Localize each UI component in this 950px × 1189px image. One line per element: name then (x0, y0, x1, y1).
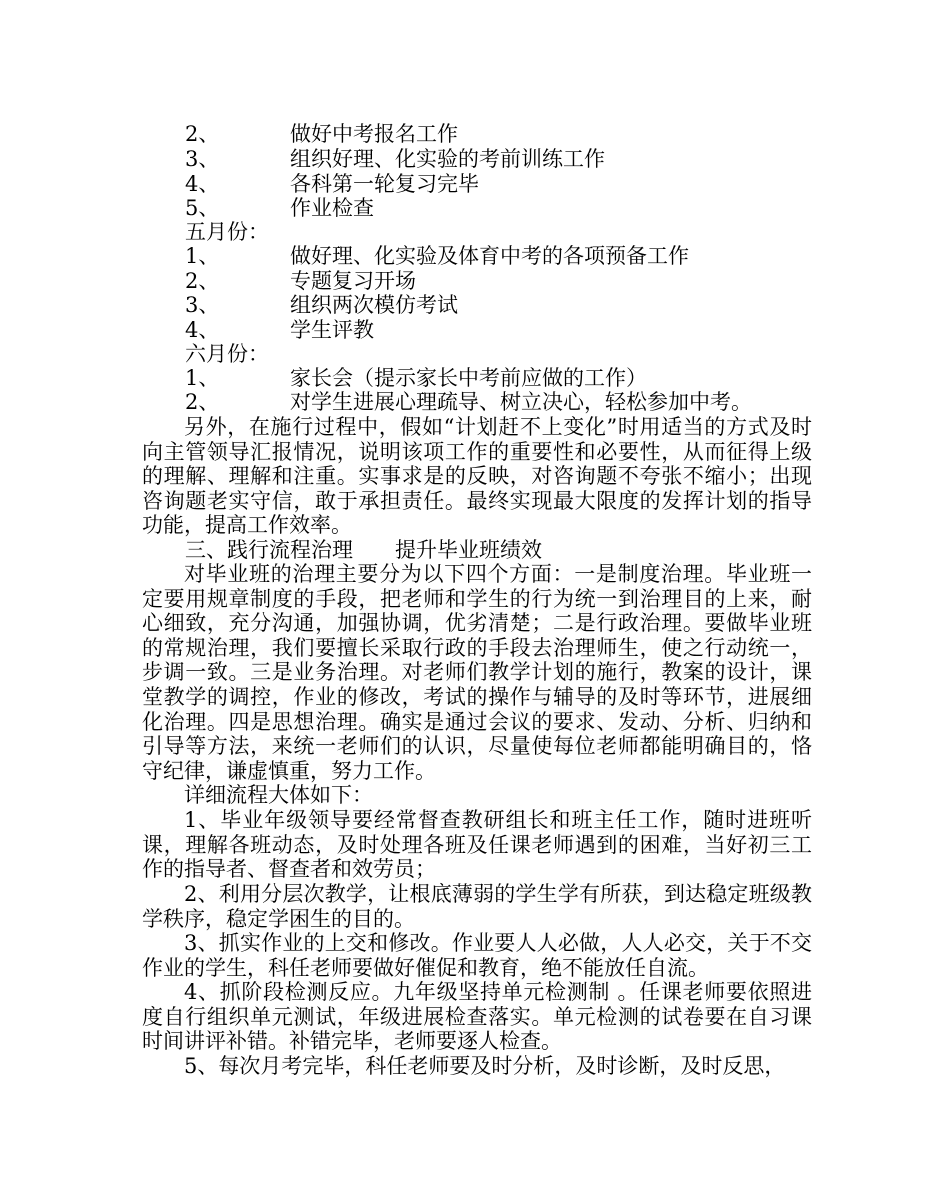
item-number: 3、 (185, 147, 220, 171)
section-heading: 三、践行流程治理 提升毕业班绩效 (185, 538, 542, 562)
item-text: 组织好理、化实验的考前训练工作 (290, 147, 605, 171)
process-step: 1、毕业年级领导要经常督查教研组长和班主任工作，随时进班听课，理解各班动态，及时处理各班及任课老师遇到的困难，当好初三工作的指导者、督查者和效劳员； (142, 808, 812, 882)
process-step: 3、抓实作业的上交和修改。作业要人人必做，人人必交，关于不交作业的学生，科任老师要做好催促和教育，绝不能放任自流。 (142, 931, 812, 980)
paragraph-besides: 另外，在施行过程中，假如“计划赶不上变化”时用适当的方式及时向主管领导汇报情况，说明该项工作的重要性和必要性，从而征得上级的理解、理解和注重。实事求是的反映，对咨询题不夸张不缩小；出现咨询题老实守信，敢于承担责任。最终实现最大限度的发挥计划的指导功能，提高工作效率。 (142, 415, 812, 538)
month-heading-june: 六月份： (185, 342, 269, 366)
item-text: 专题复习开场 (290, 269, 416, 293)
process-intro: 详细流程大体如下： (184, 783, 373, 807)
process-step: 2、利用分层次教学，让根底薄弱的学生学有所获，到达稳定班级教学秩序，稳定学困生的目的。 (142, 882, 812, 931)
item-number: 2、 (185, 269, 220, 293)
item-number: 4、 (185, 172, 220, 196)
month-heading-may: 五月份： (185, 220, 269, 244)
item-text: 作业检查 (290, 196, 374, 220)
item-text: 家长会（提示家长中考前应做的工作） (290, 366, 647, 390)
item-number: 3、 (185, 293, 220, 317)
item-number: 4、 (185, 318, 220, 342)
item-number: 1、 (185, 244, 220, 268)
item-text: 组织两次模仿考试 (290, 293, 458, 317)
paragraph-management: 对毕业班的治理主要分为以下四个方面：一是制度治理。毕业班一定要用规章制度的手段，把老师和学生的行为统一到治理目的上来，耐心细致，充分沟通，加强协调，优劣清楚；二是行政治理。要做毕业班的常规治理，我们要擅长采取行政的手段去治理师生，使之行动统一，步调一致。三是业务治理。对老师们教学计划的施行，教案的设计，课堂教学的调控，作业的修改，考试的操作与辅导的及时等环节，进展细化治理。四是思想治理。确实是通过会议的要求、发动、分析、归纳和引导等方法，来统一老师们的认识，尽量使每位老师都能明确目的，恪守纪律，谦虚慎重，努力工作。 (142, 562, 812, 783)
item-text: 各科第一轮复习完毕 (290, 172, 479, 196)
item-text: 做好理、化实验及体育中考的各项预备工作 (290, 244, 689, 268)
item-number: 2、 (185, 390, 220, 414)
item-number: 1、 (185, 366, 220, 390)
item-number: 5、 (185, 196, 220, 220)
item-text: 对学生进展心理疏导、树立决心，轻松参加中考。 (290, 390, 752, 414)
process-step: 5、每次月考完毕，科任老师要及时分析，及时诊断，及时反思， (184, 1054, 786, 1078)
item-number: 2、 (185, 122, 220, 146)
item-text: 做好中考报名工作 (290, 122, 458, 146)
item-text: 学生评教 (290, 318, 374, 342)
process-step: 4、抓阶段检测反应。九年级坚持单元检测制 。任课老师要依照进度自行组织单元测试，年级进展检查落实。单元检测的试卷要在自习课时间讲评补错。补错完毕，老师要逐人检查。 (142, 980, 812, 1054)
